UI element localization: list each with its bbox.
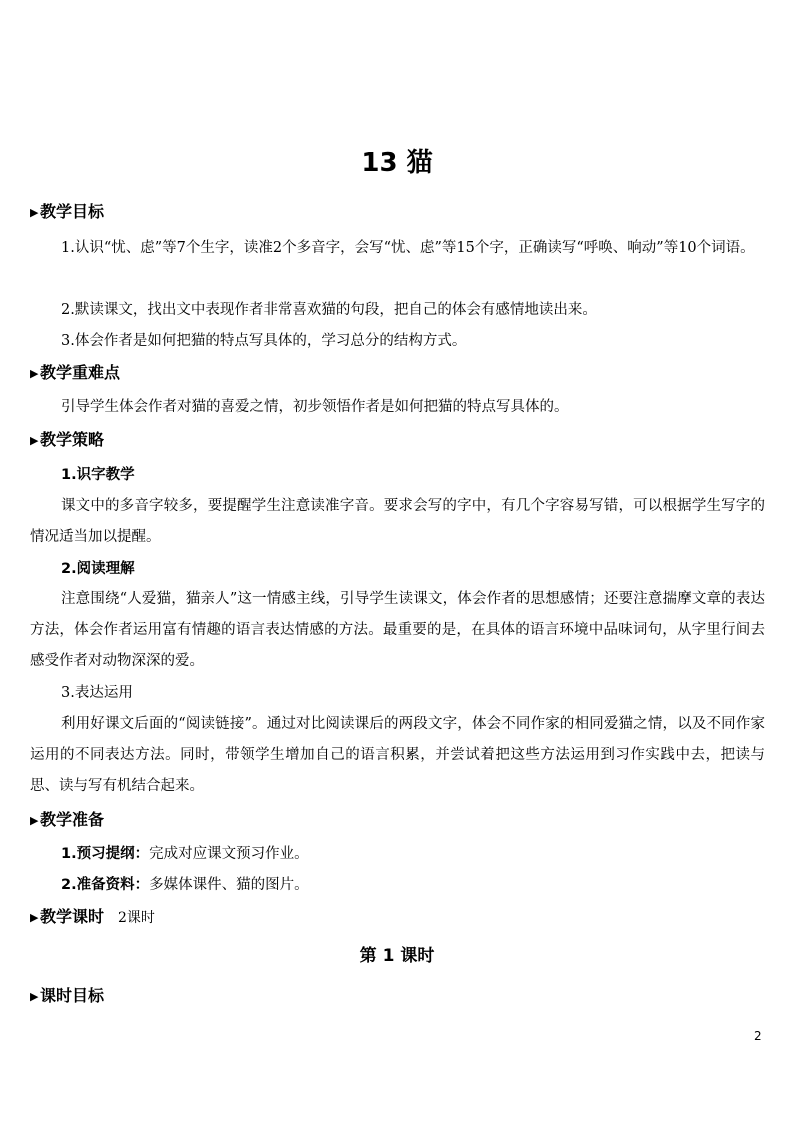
page-number: 2 [754, 1029, 762, 1043]
goal-item-3: 3.体会作者是如何把猫的特点写具体的，学习总分的结构方式。 [61, 333, 467, 349]
strategy-text-expression: 利用好课文后面的“阅读链接”。通过对比阅读课后的两段文字，体会不同作家的相同爱猫之情，以及不同作家运用的不同表达方法。同时，带领学生增加自己的语言积累，并尝试着把这些方法运用到习作实践中去，把读与思、读与写有机结合起来。 [30, 716, 765, 794]
preparation-item-2 [61, 873, 309, 897]
triangle-bullet-icon: ▶ [30, 206, 39, 219]
strategy-subheading-literacy: 1.识字教学 [61, 467, 135, 483]
strategy-subheading-reading: 2.阅读理解 [61, 561, 135, 577]
triangle-bullet-icon: ▶ [30, 990, 39, 1003]
preparation-item-1 [61, 842, 309, 866]
key-points-text: 引导学生体会作者对猫的喜爱之情，初步领悟作者是如何把猫的特点写具体的。 [61, 399, 569, 415]
lesson-title: 第 1 课时 [359, 946, 435, 966]
section-heading-lesson-goals: ▶课时目标 [30, 985, 104, 1008]
section-heading-goals: ▶教学目标 [30, 201, 104, 224]
goal-item-2: 2.默读课文，找出文中表现作者非常喜欢猫的句段，把自己的体会有感情地读出来。 [61, 302, 597, 318]
document-title: 13 猫 [361, 148, 433, 178]
strategy-text-reading: 注意围绕“人爱猫，猫亲人”这一情感主线，引导学生读课文，体会作者的思想感情；还要注意揣摩文章的表达方法，体会作者运用富有情趣的语言表达情感的方法。最重要的是，在具体的语言环境中品味词句，从字里行间去感受作者对动物深深的爱。 [30, 591, 765, 669]
section-heading-key-points: ▶教学重难点 [30, 362, 120, 385]
triangle-bullet-icon: ▶ [30, 434, 39, 447]
strategy-subheading-expression: 3.表达运用 [61, 685, 133, 701]
section-heading-hours: ▶教学课时 2课时 [30, 906, 155, 929]
preparation-item-lead: 2.准备资料： [61, 877, 150, 893]
section-heading-preparation: ▶教学准备 [30, 809, 104, 832]
strategy-text-literacy: 课文中的多音字较多，要提醒学生注意读准字音。要求会写的字中，有几个字容易写错，可以根据学生写字的情况适当加以提醒。 [30, 498, 765, 545]
goal-item-1: 1.认识“忧、虑”等7个生字，读准2个多音字，会写“忧、虑”等15个字，正确读写“呼唤、响动”等10个词语。 [61, 240, 755, 256]
section-heading-strategy: ▶教学策略 [30, 429, 104, 452]
triangle-bullet-icon: ▶ [30, 911, 39, 924]
triangle-bullet-icon: ▶ [30, 367, 39, 380]
preparation-item-lead: 1.预习提纲： [61, 846, 150, 862]
preparation-item-text: 完成对应课文预习作业。 [149, 846, 309, 862]
preparation-item-text: 多媒体课件、猫的图片。 [149, 877, 309, 893]
hours-value: 2课时 [118, 910, 155, 926]
triangle-bullet-icon: ▶ [30, 814, 39, 827]
